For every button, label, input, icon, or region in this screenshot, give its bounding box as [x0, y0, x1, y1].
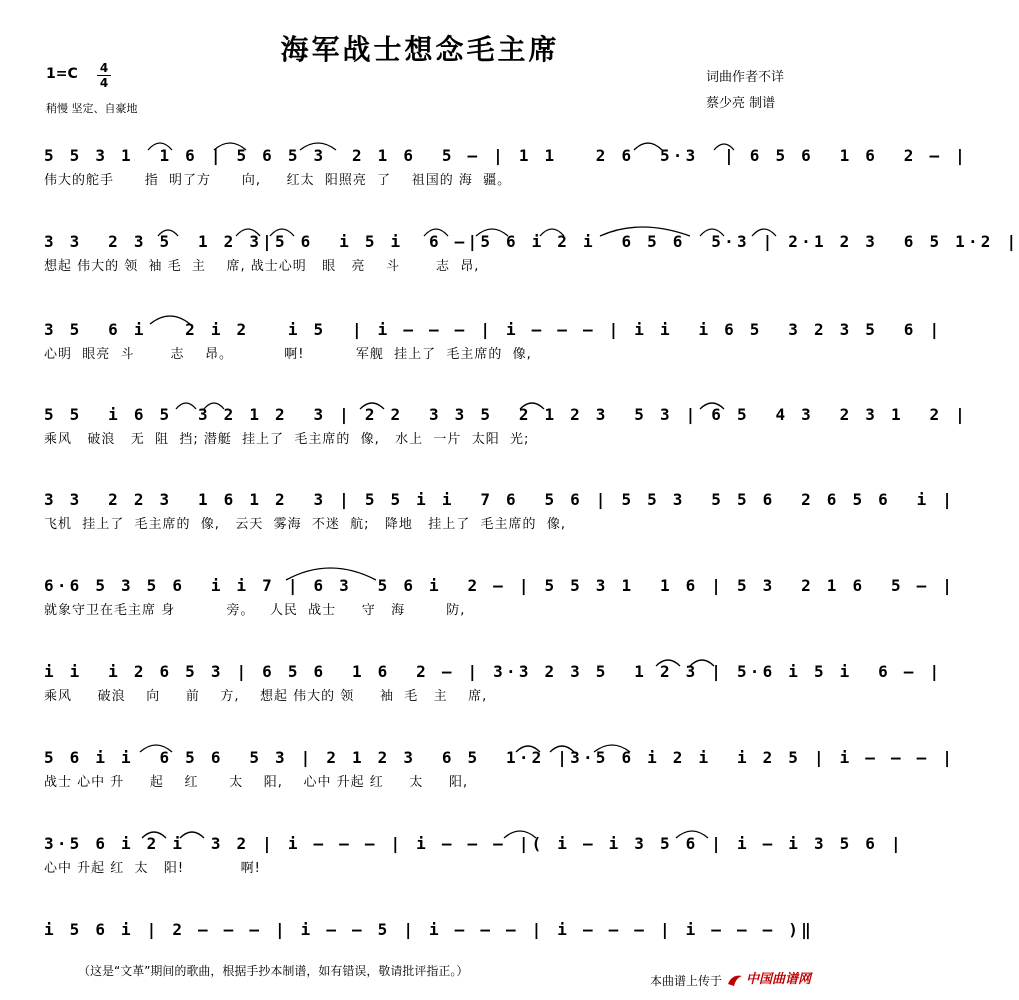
key-signature: 1=C [46, 66, 78, 82]
upload-text: 本曲谱上传于 [650, 974, 723, 988]
lyrics-line: 乘风 破浪 无 阻 挡; 潜艇 挂上了 毛主席的 像, 水上 一片 太阳 光; [44, 432, 530, 447]
time-signature-top: 4 [99, 61, 109, 75]
lyricist-composer-credit: 词曲作者不详 [706, 70, 785, 85]
notation-line: 3 5 6 i 2 i 2 i 5 | i – – – | i – – – | i i i 6 5 3 2 3 5 6 | [44, 320, 943, 339]
time-signature [97, 62, 111, 89]
notation-line: i i i 2 6 5 3 | 6 5 6 1 6 2 – | 3·3 2 3 5 1 2 3 | 5·6 i 5 i 6 – | [44, 662, 943, 681]
lyrics-line: 飞机 挂上了 毛主席的 像, 云天 雾海 不迷 航; 降地 挂上了 毛主席的 像, [44, 517, 566, 532]
lyrics-line: 想起 伟大的 领 袖 毛 主 席, 战士心明 眼 亮 斗 志 昂, [44, 259, 480, 274]
notation-line: 3 3 2 3 5 1 2 3|5 6 i 5 i 6 –|5 6 i 2 i 6 5 6 5·3 | 2·1 2 3 6 5 1·2 | [44, 232, 1019, 251]
notation-line: 5 5 i 6 5 3 2 1 2 3 | 2 2 3 3 5 2 1 2 3 5 3 | 6 5 4 3 2 3 1 2 | [44, 405, 968, 424]
site-logo-icon [726, 972, 744, 988]
lyrics-line: 乘风 破浪 向 前 方, 想起 伟大的 领 袖 毛 主 席, [44, 689, 488, 704]
notation-line: i 5 6 i | 2 – – – | i – – 5 | i – – – | i – – – | i – – – )‖ [44, 920, 814, 939]
notation-line: 5 5 3 1 1 6 | 5 6 5 3 2 1 6 5 – | 1 1 2 6 5·3 | 6 5 6 1 6 2 – | [44, 146, 968, 165]
footer-note: （这是“文革”期间的歌曲，根据手抄本制谱，如有错误，敬请批评指正。） [78, 964, 469, 978]
transcriber-credit: 蔡少亮 制谱 [706, 96, 776, 111]
notation-line: 6·6 5 3 5 6 i i 7 | 6 3 5 6 i 2 – | 5 5 3 1 1 6 | 5 3 2 1 6 5 – | [44, 576, 956, 595]
site-logo[interactable] [726, 968, 811, 988]
score-line [0, 834, 904, 914]
lyrics-line: 就象守卫在毛主席 身 旁。 人民 战士 守 海 防, [44, 603, 466, 618]
lyrics-line: 心明 眼亮 斗 志 昂。 啊! 军舰 挂上了 毛主席的 像, [44, 347, 532, 362]
song-title: 海军战士想念毛主席 [280, 33, 560, 66]
notation-line: 3·5 6 i 2 i 3 2 | i – – – | i – – – |( i – i 3 5 6 | i – i 3 5 6 | [44, 834, 904, 853]
site-logo-label: 中国曲谱网 [746, 972, 812, 987]
notation-line: 5 6 i i 6 5 6 5 3 | 2 1 2 3 6 5 1·2 |3·5 6 i 2 i i 2 5 | i – – – | [44, 748, 956, 767]
lyrics-line: 心中 升起 红 太 阳! 啊! [44, 861, 261, 876]
lyrics-line: 战士 心中 升 起 红 太 阳, 心中 升起 红 太 阳, [44, 775, 469, 790]
score-line [0, 405, 968, 485]
notation-line: 3 3 2 2 3 1 6 1 2 3 | 5 5 i i 7 6 5 6 | 5 5 3 5 5 6 2 6 5 6 i | [44, 490, 956, 509]
lyrics-line: 伟大的舵手 指 明了方 向, 红太 阳照亮 了 祖国的 海 疆。 [44, 173, 512, 188]
time-signature-bottom: 4 [99, 76, 109, 90]
tempo-marking: 稍慢 坚定、自豪地 [46, 102, 138, 115]
